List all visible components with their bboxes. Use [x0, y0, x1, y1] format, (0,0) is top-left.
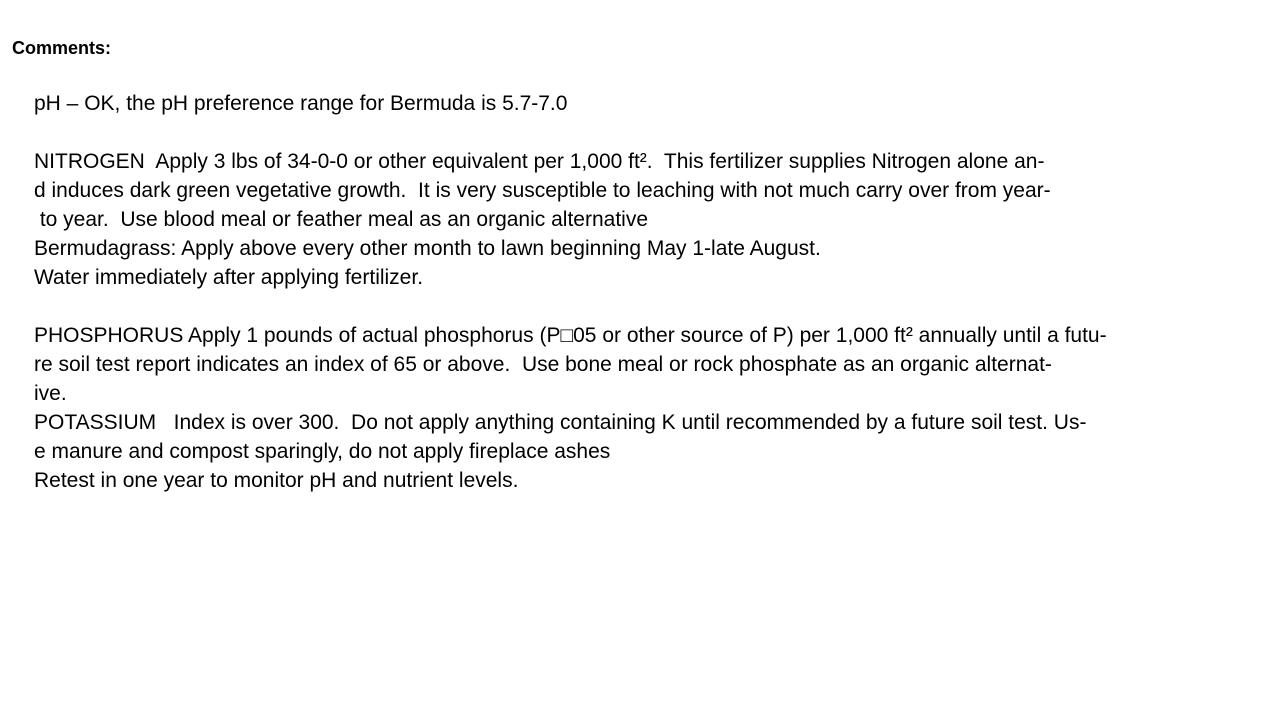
comment-line-nitrogen-3: to year. Use blood meal or feather meal as an organic alternative — [34, 208, 649, 231]
comment-line-retest: Retest in one year to monitor pH and nutrient levels. — [34, 469, 519, 492]
comment-line-blank — [34, 118, 1264, 147]
comment-line-bermudagrass: Bermudagrass: Apply above every other month to lawn beginning May 1-late August. — [34, 237, 821, 260]
comment-line-phosphorus-1: PHOSPHORUS Apply 1 pounds of actual phosphorus (P□05 or other source of P) per 1,000 ft² annually until a futu- — [34, 324, 1107, 347]
comment-line-blank — [34, 292, 1264, 321]
comment-line-nitrogen-1: NITROGEN Apply 3 lbs of 34-0-0 or other equivalent per 1,000 ft². This fertilizer supplies Nitrogen alone an- — [34, 150, 1045, 173]
comment-line-potassium-2: e manure and compost sparingly, do not apply fireplace ashes — [34, 440, 611, 463]
comments-heading: Comments: — [12, 38, 112, 58]
comment-line-ph: pH – OK, the pH preference range for Bermuda is 5.7-7.0 — [34, 92, 568, 115]
comment-line-nitrogen-2: d induces dark green vegetative growth. It is very susceptible to leaching with not much carry over from year- — [34, 179, 1051, 202]
comment-line-potassium-1: POTASSIUM Index is over 300. Do not apply anything containing K until recommended by a future soil test. Us- — [34, 411, 1087, 434]
comment-line-phosphorus-3: ive. — [34, 382, 67, 405]
comment-line-water: Water immediately after applying fertilizer. — [34, 266, 424, 289]
comment-line-phosphorus-2: re soil test report indicates an index of 65 or above. Use bone meal or rock phosphate as an organic alternat- — [34, 353, 1052, 376]
comments-body — [34, 89, 1264, 495]
